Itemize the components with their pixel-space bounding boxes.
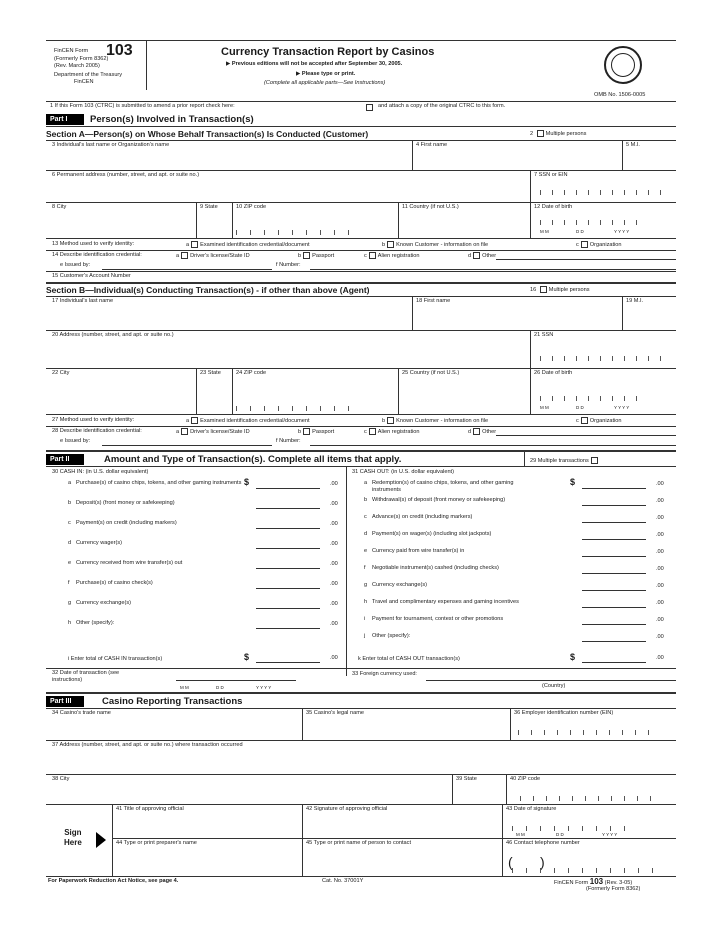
cash-out-item-label: Other (specify): [372,633,411,639]
date-format-mm: M M [540,405,549,410]
field-12-label: 12 Date of birth [534,204,573,210]
cash-out-total-label: k Enter total of CASH OUT transaction(s) [358,656,460,662]
field-42-label: 42 Signature of approving official [306,806,388,812]
agent-zip-digit-box[interactable] [292,406,293,411]
ssn-digit-box[interactable] [588,190,589,195]
zip-digit-box[interactable] [334,230,335,235]
field-28d-label: Other [482,428,497,435]
field-14d-key: d [468,252,472,259]
zip-digit-box[interactable] [559,796,560,801]
zip-digit-box[interactable] [624,796,625,801]
field-13c-key: c [576,241,579,248]
field-14d-label: Other [482,252,497,259]
dob-digit-box[interactable] [540,220,541,225]
field-13a-key: a [186,241,190,248]
revision: (Rev. March 2005) [54,63,100,69]
field-14c-key: c [364,252,367,259]
ein-digit-box[interactable] [544,730,545,735]
date-format-mm: M M [180,685,189,690]
agent-zip-digit-box[interactable] [236,406,237,411]
agent-ssn-digit-box[interactable] [660,356,661,361]
zip-digit-box[interactable] [348,230,349,235]
footer-cat-no: Cat. No. 37001Y [322,878,364,884]
cash-in-item-label: Purchase(s) of casino check(s) [76,580,153,586]
field-13c-label: Organization [589,241,622,248]
cash-in-heading: 30 CASH IN: (in U.S. dollar equivalent) [52,469,149,475]
cash-in-item-label: Purchase(s) of casino chips, tokens, and other gaming instruments [76,480,242,486]
cash-out-amount-cents: .00 [656,549,664,555]
field-27c-label: Organization [589,417,622,424]
phone-digit-box[interactable] [596,868,597,873]
agent-dob-digit-box[interactable] [600,396,601,401]
cash-out-amount-cents: .00 [656,600,664,606]
cash-out-amount-cents: .00 [656,481,664,487]
field-45-label: 45 Type or print name of person to contact [306,840,411,846]
ein-digit-box[interactable] [648,730,649,735]
cash-out-amount-cents: .00 [656,532,664,538]
ein-digit-box[interactable] [557,730,558,735]
field-43-label: 43 Date of signature [506,806,557,812]
cash-out-item-key: g [364,582,368,588]
cash-out-item-key: f [364,565,366,571]
field-23-label: 23 State [200,370,221,376]
date-format-yyyy: Y Y Y Y [256,685,272,690]
field-25-label: 25 Country (if not U.S.) [402,370,460,376]
omb-number: OMB No. 1506-0005 [594,92,646,98]
field-34-label: 34 Casino's trade name [52,710,111,716]
date-format-yyyy: Y Y Y Y [614,229,630,234]
ein-digit-box[interactable] [635,730,636,735]
agent-dob-digit-box[interactable] [588,396,589,401]
footer-rev: (Rev. 3-05) [604,880,633,886]
cash-in-item-key: e [68,560,72,566]
sign-word: Sign [64,828,82,837]
agent-dob-digit-box[interactable] [636,396,637,401]
date-format-dd: D D [556,832,564,837]
ein-digit-box[interactable] [518,730,519,735]
cash-out-item-key: h [364,599,368,605]
cash-in-amount-cents: .00 [330,601,338,607]
cash-in-item-key: f [68,580,70,586]
field-15-label: 15 Customer's Account Number [52,273,131,279]
date-format-dd: D D [576,229,584,234]
cash-out-item-key: a [364,480,368,486]
agent-zip-digit-box[interactable] [320,406,321,411]
field-26-label: 26 Date of birth [534,370,573,376]
part1-title: Person(s) Involved in Transaction(s) [90,114,254,125]
dob-digit-box[interactable] [624,220,625,225]
field-3-label: 3 Individual's last name or Organization's name [52,142,170,148]
cash-out-item-label: Travel and complimentary expenses and gaming incentives [372,599,519,605]
part3-title: Casino Reporting Transactions [102,696,243,707]
field-8-label: 8 City [52,204,67,210]
footer-paperwork: For Paperwork Reduction Act Notice, see page 4. [48,878,179,884]
field-28a-label: Driver's license/State ID [190,428,250,435]
field-14a-label: Driver's license/State ID [190,252,250,259]
field-38-label: 38 City [52,776,70,782]
field-14f-label: f Number: [276,262,301,268]
signature-date-digit-box[interactable] [582,826,583,831]
field-7-label: 7 SSN or EIN [534,172,568,178]
ssn-digit-box[interactable] [624,190,625,195]
field-14b-label: Passport [312,252,335,259]
area-code-close-paren: ) [540,854,545,870]
field-28e-label: e Issued by: [60,438,91,444]
ssn-digit-box[interactable] [600,190,601,195]
cash-in-amount-cents: .00 [330,521,338,527]
field-36-label: 36 Employer identification number (EIN) [514,710,614,716]
cash-out-item-label: Negotiable instrument(s) cashed (including checks) [372,565,499,571]
zip-digit-box[interactable] [598,796,599,801]
field-6-label: 6 Permanent address (number, street, and apt. or suite no.) [52,172,200,178]
phone-digit-box[interactable] [652,868,653,873]
zip-digit-box[interactable] [533,796,534,801]
zip-digit-box[interactable] [320,230,321,235]
cash-in-item-key: c [68,520,71,526]
field-13-label: 13 Method used to verify identity: [52,241,135,247]
field-11-label: 11 Country (if not U.S.) [402,204,459,210]
cash-in-dollar-sign: $ [244,477,250,487]
field-40-label: 40 ZIP code [510,776,541,782]
zip-digit-box[interactable] [585,796,586,801]
signature-date-digit-box[interactable] [568,826,569,831]
field-14e-label: e Issued by: [60,262,91,268]
zip-digit-box[interactable] [250,230,251,235]
field-28b-label: Passport [312,428,335,435]
dob-digit-box[interactable] [600,220,601,225]
field-18-label: 18 First name [416,298,451,304]
phone-digit-box[interactable] [638,868,639,873]
phone-digit-box[interactable] [540,868,541,873]
field-21-label: 21 SSN [534,332,554,338]
cash-out-item-key: j [364,633,366,639]
agent-ssn-digit-box[interactable] [576,356,577,361]
phone-digit-box[interactable] [526,868,527,873]
part2-title: Amount and Type of Transaction(s). Complete all items that apply. [104,454,402,465]
form-prefix: FinCEN Form [54,48,89,54]
zip-digit-box[interactable] [306,230,307,235]
signature-date-digit-box[interactable] [540,826,541,831]
phone-digit-box[interactable] [582,868,583,873]
agent-dob-digit-box[interactable] [552,396,553,401]
date-format-dd: D D [576,405,584,410]
cash-out-total-cents: .00 [656,655,664,661]
cash-out-item-key: c [364,514,367,520]
field-5-label: 5 M.I. [626,142,640,148]
cash-out-amount-cents: .00 [656,515,664,521]
signature-date-digit-box[interactable] [526,826,527,831]
agent-dob-digit-box[interactable] [564,396,565,401]
date-format-dd: D D [216,685,224,690]
zip-digit-box[interactable] [546,796,547,801]
cash-out-item-label: Redemption(s) of casino chips, tokens, and other gaming instruments [372,480,514,493]
cash-in-item-label: Currency exchange(s) [76,600,132,606]
field-4-label: 4 First name [416,142,448,148]
date-format-mm: M M [516,832,525,837]
cash-out-item-key: i [364,616,366,622]
signature-date-digit-box[interactable] [554,826,555,831]
agent-zip-digit-box[interactable] [278,406,279,411]
cash-in-item-label: Currency received from wire transfer(s) out [76,560,183,566]
field-37-label: 37 Address (number, street, and apt. or suite no.) where transaction occurred [52,742,243,748]
part3-label: Part III [46,696,84,707]
notice-line: ▶ Please type or print. [296,71,356,77]
zip-digit-box[interactable] [650,796,651,801]
agent-zip-digit-box[interactable] [264,406,265,411]
cash-out-amount-cents: .00 [656,617,664,623]
agent-zip-digit-box[interactable] [348,406,349,411]
field-14b-key: b [298,252,302,259]
ssn-digit-box[interactable] [660,190,661,195]
footer-formerly: (Formerly Form 8362) [586,886,641,892]
cash-in-total-cents: .00 [330,655,338,661]
agent-dob-digit-box[interactable] [540,396,541,401]
cash-out-amount-cents: .00 [656,566,664,572]
cash-out-item-key: e [364,548,368,554]
dob-digit-box[interactable] [552,220,553,225]
field-17-label: 17 Individual's last name [52,298,114,304]
form-number: 103 [106,42,133,59]
cash-out-item-label: Payment for tournament, contest or other promotions [372,616,504,622]
cash-in-item-key: d [68,540,72,546]
cash-in-item-label: Deposit(s) (front money or safekeeping) [76,500,175,506]
zip-digit-box[interactable] [278,230,279,235]
cash-in-item-key: h [68,620,72,626]
field-41-label: 41 Title of approving official [116,806,184,812]
agent-dob-digit-box[interactable] [624,396,625,401]
section-a-title: Section A—Person(s) on Whose Behalf Transaction(s) Is Conducted (Customer) [46,129,369,139]
cash-out-total-dollar: $ [570,652,576,662]
ein-digit-box[interactable] [596,730,597,735]
notice-line: ▶ Previous editions will not be accepted after September 30, 2005. [226,61,403,67]
cash-in-item-label: Payment(s) on credit (including markers) [76,520,177,526]
agent-dob-digit-box[interactable] [612,396,613,401]
dob-digit-box[interactable] [588,220,589,225]
agent-ssn-digit-box[interactable] [636,356,637,361]
ein-digit-box[interactable] [609,730,610,735]
field-14a-key: a [176,252,180,259]
agent-ssn-digit-box[interactable] [624,356,625,361]
date-format-yyyy: Y Y Y Y [602,832,618,837]
cash-in-total-dollar: $ [244,652,250,662]
ssn-digit-box[interactable] [648,190,649,195]
field-35-label: 35 Casino's legal name [306,710,364,716]
cash-out-item-label: Currency paid from wire transfer(s) in [372,548,465,554]
signature-date-digit-box[interactable] [596,826,597,831]
agent-zip-digit-box[interactable] [250,406,251,411]
zip-digit-box[interactable] [637,796,638,801]
cash-out-amount-cents: .00 [656,583,664,589]
field-28c-label: Alien registration [377,428,420,435]
cash-in-item-key: a [68,480,72,486]
cash-in-amount-cents: .00 [330,581,338,587]
agent-ssn-digit-box[interactable] [588,356,589,361]
phone-digit-box[interactable] [554,868,555,873]
field-16-label: Multiple persons [548,286,590,293]
agent-ssn-digit-box[interactable] [612,356,613,361]
field-19-label: 19 M.I. [626,298,644,304]
agent-zip-digit-box[interactable] [306,406,307,411]
cash-in-item-key: g [68,600,72,606]
here-word: Here [64,838,82,847]
ein-digit-box[interactable] [622,730,623,735]
agency: FinCEN [74,79,94,85]
zip-digit-box[interactable] [236,230,237,235]
phone-digit-box[interactable] [568,868,569,873]
phone-digit-box[interactable] [512,868,513,873]
footer-form-number: 103 [589,877,604,886]
cash-out-item-label: Payment(s) on wager(s) (including slot jackpots) [372,531,492,537]
field-46-label: 46 Contact telephone number [506,840,580,846]
field-44-label: 44 Type or print preparer's name [116,840,197,846]
field-24-label: 24 ZIP code [236,370,267,376]
field-27-label: 27 Method used to verify identity: [52,417,135,423]
field-14-label: 14 Describe identification credential: [52,252,142,258]
field-33-label: 33 Foreign currency used: [352,671,417,677]
agent-ssn-digit-box[interactable] [600,356,601,361]
agent-zip-digit-box[interactable] [334,406,335,411]
ssn-digit-box[interactable] [552,190,553,195]
agent-ssn-digit-box[interactable] [540,356,541,361]
cash-in-amount-cents: .00 [330,541,338,547]
cash-in-total-label: i Enter total of CASH IN transaction(s) [68,656,163,662]
part1-label: Part I [46,114,84,125]
agent-ssn-digit-box[interactable] [648,356,649,361]
field-39-label: 39 State [456,776,477,782]
cash-out-item-key: b [364,497,368,503]
field-28-label: 28 Describe identification credential: [52,428,142,434]
field-13a-label: Examined identification credential/document [200,241,310,248]
form-page: FinCEN Form 103 (Formerly Form 8362) (Rev. March 2005) Department of the Treasury FinCEN Currency Transaction Report by Casinos ▶ Previous editions will not be accepted after September 30, 2005. ▶ Please type or print. (Complete all applicable parts—See Instructions) OMB No. 1506-0005 1 If this Form 103 (CTRC) is submitted to amend a prior report check here: and attach a copy of the original CTRC to this form. Part I Person(s) Involved in Transaction(s) Section A—Person(s) on Whose Behalf Transaction(s) Is Conducted (Customer) 2 Multiple persons 3 Individual's last name or Organization's name 4 First name 5 M.I. 6 Permanent address (number, street, and apt. or suite no.) 7 SSN or EIN 8 City 9 State 10 ZIP code 11 Country (if not U.S.) 12 Date of birth M M D D Y Y Y Y 13 Method used to verify identity: a Examined identification credential/document b Known Customer - information on file c Organization 14 Describe identification credential: a Driver's license/State ID b Passport c Alien registration d Other e Issued by: f Number: 15 Customer's Account Number Section B—Individual(s) Conducting Transaction(s) - if other than above (Agent) 16 Multiple persons 17 Individual's last name 18 First name 19 M.I. 20 Address (number, street, and apt. or suite no.) 21 SSN 22 City 23 State 24 ZIP code 25 Country (if not U.S.) 26 Date of birth M M D D Y Y Y Y 27 Method used to verify identity: a Examined identification credential/document b Known Customer - information on file c Organization 28 Describe identification credential: a Driver's license/State ID b Passport c Alien registration d Other e Issued by: f Number: Part II Amount and Type of Transaction(s). Complete all items that apply. 29 Multiple transactions 30 CASH IN: (in U.S. dollar equivalent) 31 CASH OUT: (in U.S. dollar equivalent) a Purchase(s) of casino chips, tokens, and other gaming instruments .00 $ b Deposit(s) (front money or safekeeping) .00 c Payment(s) on credit (including markers) .00 d Currency wager(s) .00 e Currency received from wire transfer(s) out .00 f Purchase(s) of casino check(s) .00 g Currency exchange(s) .00 h Other (specify): .00 a Redemption(s) of casino chips, tokens, and other gaming instruments .00 $ b Withdrawal(s) of deposit (front money or safekeeping) .00 c Advance(s) on credit (including markers) .00 d Payment(s) on wager(s) (including slot jackpots) .00 e Currency paid from wire transfer(s) in .00 f Negotiable instrument(s) cashed (including checks) .00 g Currency exchange(s) .00 h Travel and complimentary expenses and gaming incentives .00 i Payment for tournament, contest or other promotions .00 j Other (specify): .00 i Enter total of CASH IN transaction(s) $ .00 k Enter total of CASH OUT transaction(s) $ .00 32 Date of transaction (see instructions) M M D D Y Y Y Y 33 Foreign currency used: (Country) Part III Casino Reporting Transactions 34 Casino's trade name 35 Casino's legal name 36 Employer identification number (EIN) 37 Address (number, street, and apt. or suite no.) where transaction occurred 38 City 39 State 40 ZIP code Sign Here 41 Title of approving official 42 Signature of approving official 43 Date of signature M M D D Y Y Y Y 44 Type or print preparer's name 45 Type or print name of person to contact 46 Contact telephone number ( ) For Paperwork Reduction Act Notice, see page 4. Cat. No. 37001Y FinCEN Form 103 (Rev. 3-05) (Formerly Form 8362) [46,40,676,892]
ssn-digit-box[interactable] [540,190,541,195]
ssn-digit-box[interactable] [612,190,613,195]
signature-date-digit-box[interactable] [610,826,611,831]
form-title: Currency Transaction Report by Casinos [221,46,435,58]
country-label: (Country) [542,683,566,689]
cash-in-item-label: Other (specify): [76,620,115,626]
field-27a-label: Examined identification credential/document [200,417,310,424]
zip-digit-box[interactable] [611,796,612,801]
form-frame [46,40,676,877]
cash-out-amount-cents: .00 [656,634,664,640]
cash-out-item-label: Advance(s) on credit (including markers) [372,514,473,520]
dob-digit-box[interactable] [612,220,613,225]
zip-digit-box[interactable] [520,796,521,801]
dob-digit-box[interactable] [564,220,565,225]
formerly-note: (Formerly Form 8362) [54,56,109,62]
dob-digit-box[interactable] [576,220,577,225]
dob-digit-box[interactable] [636,220,637,225]
signature-date-digit-box[interactable] [624,826,625,831]
ein-digit-box[interactable] [531,730,532,735]
ein-digit-box[interactable] [583,730,584,735]
signature-date-digit-box[interactable] [512,826,513,831]
ssn-digit-box[interactable] [636,190,637,195]
field-13b-label: Known Customer - information on file [396,241,489,248]
phone-digit-box[interactable] [610,868,611,873]
cash-in-item-label: Currency wager(s) [76,540,123,546]
field-10-label: 10 ZIP code [236,204,267,210]
zip-digit-box[interactable] [264,230,265,235]
ssn-digit-box[interactable] [576,190,577,195]
field-13b-key: b [382,241,386,248]
amend-tail: and attach a copy of the original CTRC to this form. [378,103,506,109]
field-29-label: 29 Multiple transactions [530,457,589,464]
cash-out-heading: 31 CASH OUT: (in U.S. dollar equivalent) [352,469,454,475]
notice-line: (Complete all applicable parts—See Instructions) [264,80,386,86]
ein-digit-box[interactable] [570,730,571,735]
field-27b-label: Known Customer - information on file [396,417,489,424]
cash-out-item-key: d [364,531,368,537]
cash-in-amount-cents: .00 [330,561,338,567]
agent-ssn-digit-box[interactable] [552,356,553,361]
cash-in-amount-cents: .00 [330,501,338,507]
part2-label: Part II [46,454,84,465]
area-code-open-paren: ( [508,854,513,870]
cash-out-amount-cents: .00 [656,498,664,504]
field-14c-label: Alien registration [377,252,420,259]
amend-label: 1 If this Form 103 (CTRC) is submitted to amend a prior report check here: [50,103,235,109]
department: Department of the Treasury [54,72,123,78]
field-22-label: 22 City [52,370,70,376]
cash-in-item-key: b [68,500,72,506]
agent-ssn-digit-box[interactable] [564,356,565,361]
cash-in-amount-cents: .00 [330,621,338,627]
field-20-label: 20 Address (number, street, and apt. or suite no.) [52,332,174,338]
phone-digit-box[interactable] [624,868,625,873]
zip-digit-box[interactable] [572,796,573,801]
field-28f-label: f Number: [276,438,301,444]
multiple-persons-label: Multiple persons [545,130,587,137]
cash-in-amount-cents: .00 [330,481,338,487]
date-format-yyyy: Y Y Y Y [614,405,630,410]
cash-out-item-label: Currency exchange(s) [372,582,428,588]
cash-out-dollar-sign: $ [570,477,576,487]
section-b-title: Section B—Individual(s) Conducting Transaction(s) - if other than above (Agent) [46,285,370,295]
agent-dob-digit-box[interactable] [576,396,577,401]
field-9-label: 9 State [200,204,218,210]
ssn-digit-box[interactable] [564,190,565,195]
zip-digit-box[interactable] [292,230,293,235]
cash-out-item-label: Withdrawal(s) of deposit (front money or safekeeping) [372,497,506,503]
field-32-label: 32 Date of transaction (see instructions) [52,670,120,683]
date-format-mm: M M [540,229,549,234]
footer-form-prefix: FinCEN Form [554,880,589,886]
